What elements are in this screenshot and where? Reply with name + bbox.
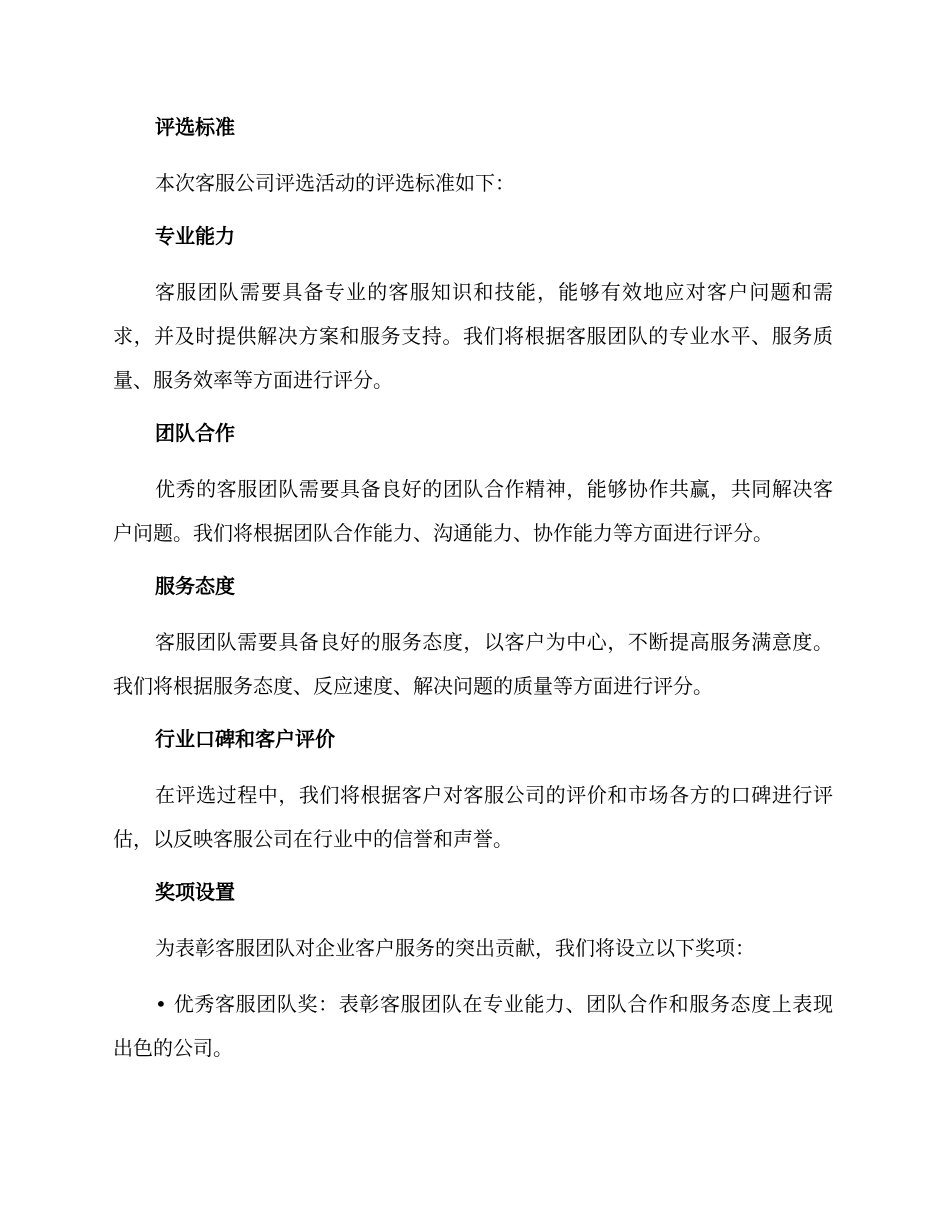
section-heading-reputation: 行业口碑和客户评价 bbox=[155, 727, 335, 751]
section-heading-attitude: 服务态度 bbox=[155, 574, 235, 598]
section-text-awards: 为表彰客服团队对企业客户服务的突出贡献，我们将设立以下奖项： bbox=[155, 936, 755, 960]
section-text-attitude: 客服团队需要具备良好的服务态度，以客户为中心，不断提高服务满意度。我们将根据服务态度、反应速度、解决问题的质量等方面进行评分。 bbox=[113, 630, 833, 698]
section-text-reputation: 在评选过程中，我们将根据客户对客服公司的评价和市场各方的口碑进行评估，以反映客服公司在行业中的信誉和声誉。 bbox=[113, 783, 833, 851]
section-heading-teamwork: 团队合作 bbox=[155, 421, 235, 445]
section-text-teamwork: 优秀的客服团队需要具备良好的团队合作精神，能够协作共赢，共同解决客户问题。我们将根据团队合作能力、沟通能力、协作能力等方面进行评分。 bbox=[113, 477, 833, 545]
section-text-professional: 客服团队需要具备专业的客服知识和技能，能够有效地应对客户问题和需求，并及时提供解决方案和服务支持。我们将根据客服团队的专业水平、服务质量、服务效率等方面进行评分。 bbox=[113, 280, 833, 392]
section-heading-criteria: 评选标准 bbox=[155, 115, 235, 139]
document-page bbox=[113, 108, 833, 1070]
section-text-criteria: 本次客服公司评选活动的评选标准如下： bbox=[155, 171, 515, 195]
award-bullet-item: • 优秀客服团队奖：表彰客服团队在专业能力、团队合作和服务态度上表现出色的公司。 bbox=[113, 992, 833, 1060]
section-heading-awards: 奖项设置 bbox=[155, 880, 235, 904]
section-heading-professional: 专业能力 bbox=[155, 224, 235, 248]
